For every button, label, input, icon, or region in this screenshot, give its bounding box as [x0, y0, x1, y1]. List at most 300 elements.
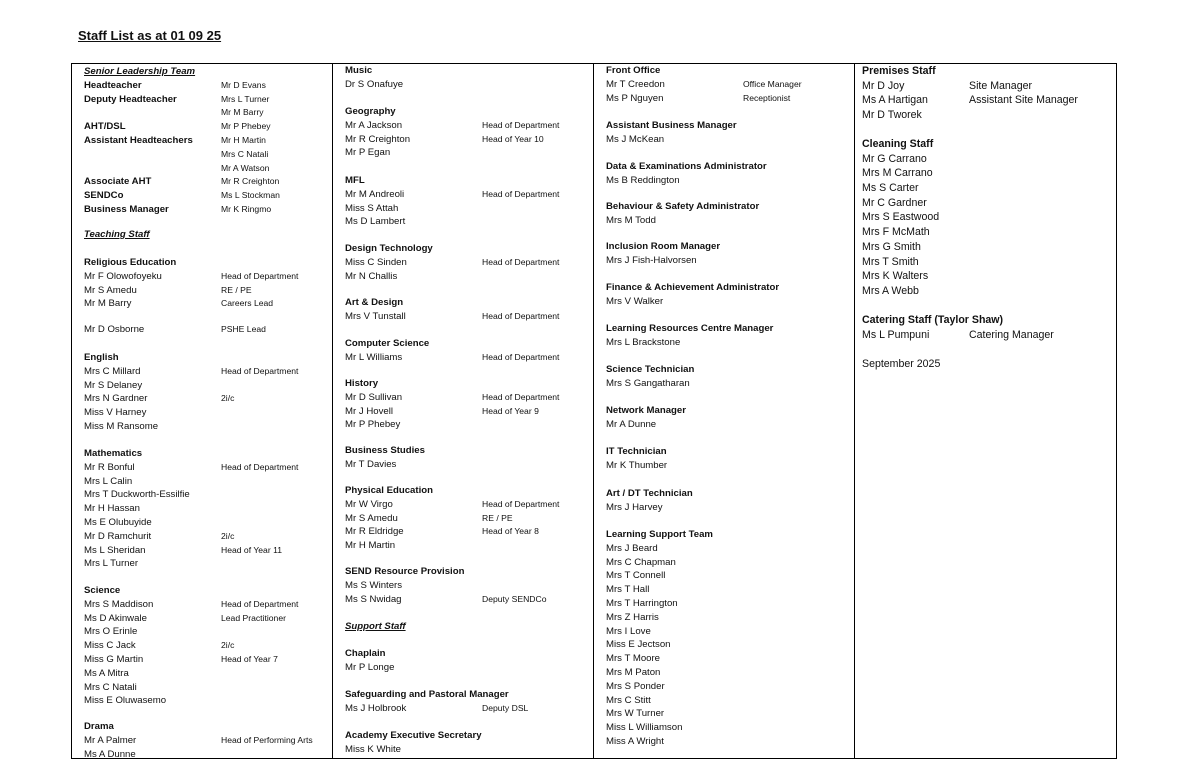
heading-text: Finance & Achievement Administrator	[606, 282, 780, 293]
staff-name: Mrs S Maddison	[84, 598, 154, 610]
staff-entry	[862, 255, 1112, 270]
staff-role: Head of Department	[482, 256, 560, 267]
staff-entry	[606, 542, 850, 556]
section	[84, 323, 328, 337]
staff-name: Mrs M Todd	[606, 214, 656, 226]
staff-entry	[84, 365, 328, 379]
staff-role: Head of Year 8	[482, 526, 539, 537]
section-heading	[606, 528, 850, 542]
staff-entry	[606, 418, 850, 432]
staff-name: Ms S Carter	[862, 182, 919, 195]
staff-entry	[862, 181, 1112, 196]
staff-role: Head of Department	[482, 391, 560, 402]
section	[84, 584, 328, 708]
staff-name: Mrs Z Harris	[606, 611, 659, 623]
staff-entry	[84, 544, 328, 558]
section	[345, 484, 589, 553]
staff-entry	[606, 254, 850, 268]
staff-role: Mrs L Turner	[221, 93, 270, 104]
staff-role: 2i/c	[221, 530, 235, 541]
staff-column-4	[854, 63, 1117, 759]
staff-name: Miss M Ransome	[84, 420, 159, 432]
staff-name: Mrs M Paton	[606, 666, 661, 678]
staff-entry	[84, 297, 328, 311]
section	[84, 447, 328, 571]
staff-name: Mr L Williams	[345, 351, 403, 363]
staff-name: Ms L Sheridan	[84, 544, 146, 556]
staff-role: PSHE Lead	[221, 324, 266, 334]
staff-role: Mr H Martin	[221, 134, 266, 145]
staff-entry	[606, 336, 850, 350]
staff-entry	[84, 734, 328, 748]
staff-entry	[345, 525, 589, 539]
staff-entry	[606, 214, 850, 228]
staff-entry	[84, 598, 328, 612]
staff-role: Deputy SENDCo	[482, 593, 547, 604]
heading-text: Network Manager	[606, 405, 686, 416]
staff-entry	[606, 597, 850, 611]
section-heading	[345, 296, 589, 310]
staff-entry	[345, 458, 589, 472]
staff-entry	[606, 625, 850, 639]
staff-entry	[345, 119, 589, 133]
staff-role: Site Manager	[969, 79, 1033, 92]
staff-name: Mrs W Turner	[606, 708, 665, 720]
section-heading	[84, 79, 328, 93]
section-heading	[345, 444, 589, 458]
section-heading	[345, 688, 589, 702]
staff-entry	[345, 78, 589, 92]
staff-entry	[345, 702, 589, 716]
staff-name: Mrs C Chapman	[606, 556, 676, 568]
staff-name: Ms A Hartigan	[862, 94, 928, 107]
staff-entry	[606, 694, 850, 708]
section	[345, 296, 589, 324]
staff-entry	[862, 328, 1112, 343]
staff-name: Mr H Martin	[345, 540, 396, 552]
section-heading	[84, 65, 328, 79]
section	[84, 351, 328, 434]
section	[84, 228, 328, 242]
staff-role: Mr A Watson	[221, 162, 270, 173]
staff-name: Mrs F McMath	[862, 226, 930, 239]
section-heading	[84, 189, 328, 203]
staff-name: Mr S Amedu	[345, 512, 398, 524]
staff-entry	[862, 284, 1112, 299]
section-heading	[345, 337, 589, 351]
staff-name: Mr D Joy	[862, 79, 905, 92]
staff-name: Mrs C Millard	[84, 365, 141, 377]
staff-name: Mrs T Moore	[606, 653, 661, 665]
section	[345, 444, 589, 472]
staff-name: Mrs V Tunstall	[345, 310, 406, 322]
heading-text: Music	[345, 65, 373, 76]
staff-name: Mrs K Walters	[862, 270, 929, 283]
staff-entry	[84, 148, 328, 162]
staff-name: Mr R Bonful	[84, 461, 135, 473]
staff-role: Assistant Site Manager	[969, 94, 1078, 107]
staff-name: Mr M Andreoli	[345, 188, 405, 200]
heading-text: Assistant Headteachers	[84, 134, 193, 146]
section-heading	[345, 565, 589, 579]
staff-entry	[345, 391, 589, 405]
heading-text: Assistant Business Manager	[606, 120, 737, 131]
staff-entry	[345, 133, 589, 147]
staff-entry	[84, 681, 328, 695]
staff-entry	[606, 556, 850, 570]
staff-name: Mr T Creedon	[606, 78, 665, 90]
staff-entry	[84, 694, 328, 708]
staff-entry	[345, 270, 589, 284]
staff-entry	[84, 162, 328, 176]
section	[345, 105, 589, 160]
staff-name: Mrs L Turner	[84, 558, 139, 570]
section	[345, 729, 589, 757]
staff-name: Ms L Pumpuni	[862, 328, 930, 341]
staff-name: Mrs S Gangatharan	[606, 377, 690, 389]
staff-role: Ms L Stockman	[221, 190, 280, 201]
staff-name: Mrs A Webb	[862, 284, 919, 297]
staff-entry	[606, 295, 850, 309]
staff-name: Mr D Ramchurit	[84, 530, 152, 542]
staff-entry	[862, 225, 1112, 240]
staff-role: Office Manager	[743, 78, 802, 89]
section-heading	[345, 174, 589, 188]
staff-entry	[606, 459, 850, 473]
staff-name: Mrs G Smith	[862, 240, 921, 253]
staff-entry	[345, 310, 589, 324]
section	[606, 281, 850, 309]
staff-entry	[606, 721, 850, 735]
staff-role: Mr K Ringmo	[221, 203, 272, 214]
section-heading	[345, 377, 589, 391]
staff-entry	[84, 284, 328, 298]
section	[606, 363, 850, 391]
section-heading	[345, 64, 589, 78]
staff-name: Mrs J Beard	[606, 542, 658, 554]
staff-name: Mrs V Walker	[606, 295, 664, 307]
staff-role: 2i/c	[221, 640, 235, 651]
heading-text: Computer Science	[345, 338, 430, 349]
staff-name: Mr H Hassan	[84, 503, 140, 515]
staff-role: Head of Year 10	[482, 133, 544, 144]
section	[84, 256, 328, 311]
staff-entry	[84, 748, 328, 759]
staff-name: Mr S Delaney	[84, 379, 143, 391]
staff-name: Miss C Jack	[84, 640, 136, 652]
section	[345, 64, 589, 92]
heading-text: Chaplain	[345, 648, 386, 659]
staff-role: RE / PE	[482, 512, 513, 523]
heading-text: Geography	[345, 106, 396, 117]
staff-entry	[862, 152, 1112, 167]
section-heading	[606, 160, 850, 174]
heading-text: AHT/DSL	[84, 121, 126, 133]
section-heading	[345, 620, 589, 634]
staff-name: Miss S Attah	[345, 202, 399, 214]
section	[606, 160, 850, 188]
staff-column-2	[332, 63, 594, 759]
staff-name: Mrs C Natali	[84, 681, 137, 693]
staff-name: September 2025	[862, 358, 941, 370]
staff-name: Mrs I Love	[606, 625, 651, 637]
staff-role: Head of Department	[221, 461, 299, 472]
staff-name: Mr A Dunne	[606, 418, 657, 430]
section-heading	[606, 200, 850, 214]
staff-entry	[345, 661, 589, 675]
staff-entry	[84, 323, 328, 337]
heading-text: History	[345, 378, 379, 389]
staff-name: Mr R Eldridge	[345, 526, 404, 538]
heading-text: Premises Staff	[862, 65, 936, 77]
staff-role: Head of Department	[221, 365, 299, 376]
staff-role: Head of Department	[482, 119, 560, 130]
staff-role: Deputy DSL	[482, 702, 529, 713]
staff-name: Mrs S Eastwood	[862, 211, 940, 224]
staff-entry	[862, 210, 1112, 225]
staff-name: Dr S Onafuye	[345, 78, 404, 90]
staff-name: Mr A Jackson	[345, 119, 403, 131]
staff-name: Ms D Akinwale	[84, 612, 147, 624]
heading-text: Safeguarding and Pastoral Manager	[345, 689, 509, 700]
staff-entry	[862, 269, 1112, 284]
staff-name: Mr D Tworek	[862, 109, 922, 122]
section	[606, 528, 850, 749]
staff-name: Mr J Hovell	[345, 405, 393, 417]
section-heading	[84, 256, 328, 270]
staff-entry	[862, 166, 1112, 181]
section	[606, 200, 850, 228]
section-heading	[84, 175, 328, 189]
staff-role: Receptionist	[743, 92, 791, 103]
staff-role: Head of Department	[221, 270, 299, 281]
section	[606, 64, 850, 105]
staff-entry	[862, 240, 1112, 255]
staff-name: Mr F Olowofoyeku	[84, 270, 162, 282]
heading-text: IT Technician	[606, 446, 667, 457]
staff-entry	[606, 638, 850, 652]
staff-entry	[84, 420, 328, 434]
staff-name: Mr W Virgo	[345, 498, 393, 510]
staff-entry	[606, 652, 850, 666]
staff-role: Mr R Creighton	[221, 176, 280, 187]
heading-text: Art / DT Technician	[606, 488, 693, 499]
staff-name: Mrs C Stitt	[606, 694, 651, 706]
staff-entry	[84, 516, 328, 530]
staff-role: Head of Department	[482, 498, 560, 509]
staff-role: Head of Department	[482, 351, 560, 362]
staff-name: Mr A Palmer	[84, 734, 137, 746]
heading-text: Associate AHT	[84, 176, 152, 188]
heading-text: Headteacher	[84, 79, 142, 91]
section	[345, 688, 589, 716]
staff-entry	[606, 569, 850, 583]
section-heading	[84, 447, 328, 461]
section-heading	[84, 203, 328, 217]
heading-text: Inclusion Room Manager	[606, 241, 721, 252]
section	[862, 64, 1112, 123]
staff-entry	[606, 707, 850, 721]
staff-entry	[84, 625, 328, 639]
staff-entry	[345, 351, 589, 365]
staff-entry	[862, 93, 1112, 108]
staff-entry	[606, 501, 850, 515]
heading-text: Science Technician	[606, 364, 695, 375]
staff-entry	[84, 406, 328, 420]
staff-role: Head of Department	[221, 598, 299, 609]
staff-role: Catering Manager	[969, 328, 1054, 341]
staff-name: Mrs L Calin	[84, 475, 133, 487]
staff-entry	[862, 108, 1112, 123]
staff-entry	[84, 488, 328, 502]
staff-name: Miss C Sinden	[345, 256, 407, 268]
staff-entry	[862, 79, 1112, 94]
section	[862, 137, 1112, 299]
section	[84, 65, 328, 217]
section-heading	[862, 64, 1112, 79]
staff-entry	[345, 579, 589, 593]
staff-name: Ms E Olubuyide	[84, 516, 152, 528]
staff-entry	[606, 133, 850, 147]
section-heading	[345, 484, 589, 498]
staff-entry	[345, 593, 589, 607]
staff-entry	[84, 106, 328, 120]
staff-name: Mrs J Fish-Halvorsen	[606, 254, 697, 266]
section-heading	[84, 228, 328, 242]
section-heading	[862, 313, 1112, 328]
staff-role: Head of Year 7	[221, 653, 278, 664]
staff-entry	[606, 611, 850, 625]
staff-entry	[84, 392, 328, 406]
section-heading	[606, 281, 850, 295]
section	[345, 620, 589, 634]
staff-name: Mr D Osborne	[84, 324, 145, 335]
heading-text: Behaviour & Safety Administrator	[606, 201, 760, 212]
staff-entry	[606, 583, 850, 597]
section	[606, 445, 850, 473]
heading-text: Academy Executive Secretary	[345, 730, 482, 741]
staff-entry	[345, 743, 589, 757]
staff-entry	[345, 202, 589, 216]
heading-text: Religious Education	[84, 257, 177, 268]
staff-role: Mr M Barry	[221, 107, 264, 118]
heading-text: Design Technology	[345, 243, 433, 254]
staff-entry	[606, 174, 850, 188]
staff-entry	[345, 215, 589, 229]
section-heading	[606, 322, 850, 336]
staff-entry	[345, 418, 589, 432]
staff-name: Mrs T Harrington	[606, 597, 678, 609]
section	[84, 720, 328, 759]
staff-entry	[84, 639, 328, 653]
staff-name: Miss E Oluwasemo	[84, 695, 167, 707]
staff-name: Mrs O Erinle	[84, 626, 138, 638]
staff-name: Mr P Egan	[345, 147, 391, 159]
staff-name: Mrs M Carrano	[862, 167, 933, 180]
section-heading	[345, 647, 589, 661]
staff-name: Ms P Nguyen	[606, 92, 664, 104]
staff-name: Miss L Williamson	[606, 722, 683, 734]
section-heading	[345, 242, 589, 256]
staff-role: Lead Practitioner	[221, 612, 286, 623]
staff-name: Mrs T Hall	[606, 584, 650, 596]
heading-text: Drama	[84, 721, 114, 732]
section	[606, 119, 850, 147]
section-heading	[606, 363, 850, 377]
staff-name: Mrs T Smith	[862, 255, 919, 268]
staff-name: Ms S Nwidag	[345, 593, 402, 605]
section-heading	[84, 720, 328, 734]
heading-text: Art & Design	[345, 297, 404, 308]
heading-text: SEND Resource Provision	[345, 566, 465, 577]
staff-name: Mrs N Gardner	[84, 393, 148, 405]
section	[345, 565, 589, 606]
section-heading	[606, 445, 850, 459]
staff-role: RE / PE	[221, 284, 252, 295]
heading-text: Science	[84, 585, 121, 596]
heading-text: Business Studies	[345, 445, 425, 456]
section-heading	[345, 105, 589, 119]
staff-entry	[606, 680, 850, 694]
staff-entry	[606, 735, 850, 749]
heading-text: Business Manager	[84, 203, 169, 215]
section	[606, 404, 850, 432]
staff-entry	[345, 405, 589, 419]
section-heading	[84, 351, 328, 365]
staff-role: Head of Year 11	[221, 544, 283, 555]
staff-role: Careers Lead	[221, 298, 274, 309]
staff-column-1	[71, 63, 333, 759]
section-heading	[606, 64, 850, 78]
staff-role: Mr D Evans	[221, 79, 266, 90]
staff-name: Miss E Jectson	[606, 639, 671, 651]
section-heading	[606, 119, 850, 133]
staff-name: Mr R Creighton	[345, 133, 411, 145]
staff-entry	[345, 256, 589, 270]
heading-text: Learning Resources Centre Manager	[606, 323, 774, 334]
staff-entry	[84, 502, 328, 516]
section-heading	[84, 120, 328, 134]
heading-text: Learning Support Team	[606, 529, 713, 540]
staff-entry	[84, 612, 328, 626]
staff-name: Miss V Harney	[84, 407, 147, 419]
section-heading	[862, 137, 1112, 152]
staff-name: Mr K Thumber	[606, 459, 668, 471]
staff-role: Head of Department	[482, 188, 560, 199]
staff-name: Mr M Barry	[84, 298, 132, 310]
section	[862, 357, 1112, 372]
staff-name: Ms S Winters	[345, 579, 403, 591]
section	[345, 377, 589, 432]
staff-entry	[345, 512, 589, 526]
staff-name: Ms B Reddington	[606, 174, 680, 186]
staff-entry	[84, 667, 328, 681]
heading-text: SENDCo	[84, 190, 124, 202]
section-heading	[345, 729, 589, 743]
staff-role: Head of Department	[482, 310, 560, 321]
staff-name: Mrs L Brackstone	[606, 336, 681, 348]
section-heading	[84, 134, 328, 148]
heading-text: Data & Examinations Administrator	[606, 161, 767, 172]
staff-name: Mr T Davies	[345, 458, 397, 470]
section	[862, 313, 1112, 342]
staff-name: Mr D Sullivan	[345, 391, 403, 403]
staff-name: Mr P Phebey	[345, 419, 401, 431]
heading-text: Cleaning Staff	[862, 138, 934, 150]
section-heading	[606, 487, 850, 501]
staff-name: Mrs T Duckworth-Essilfie	[84, 489, 190, 501]
heading-text: Support Staff	[345, 621, 406, 632]
